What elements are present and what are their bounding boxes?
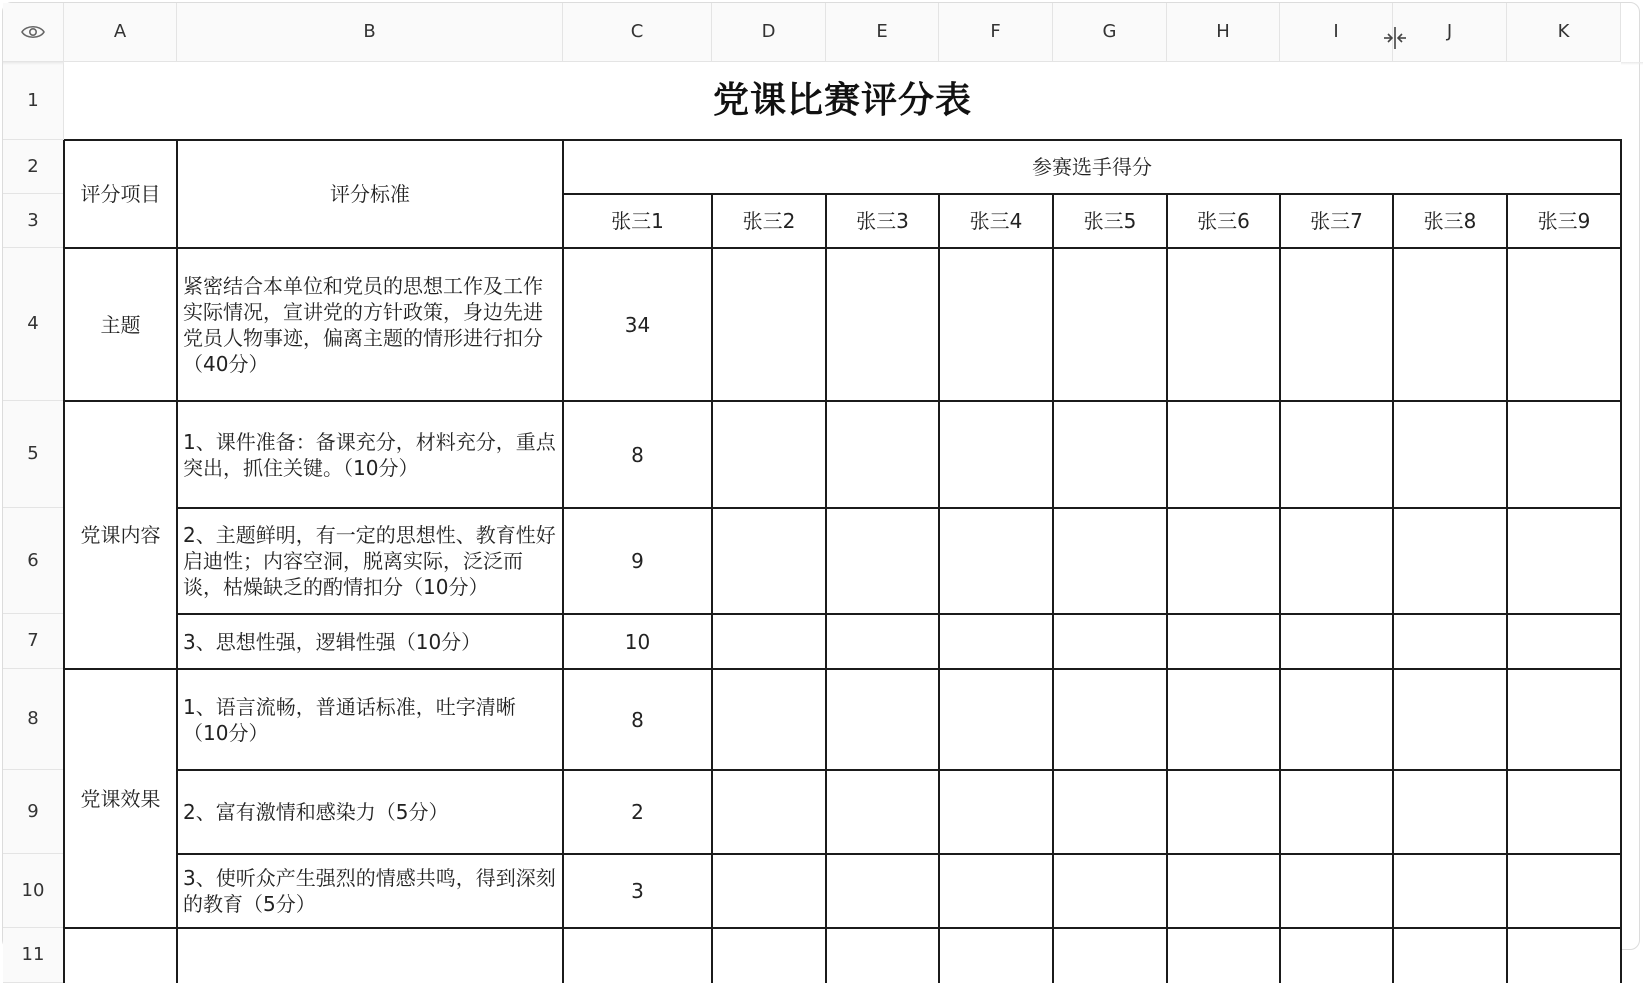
table-border: [1506, 194, 1508, 983]
score-cell-empty[interactable]: [939, 770, 1053, 854]
table-border: [562, 140, 564, 983]
header-score-group[interactable]: 参赛选手得分: [563, 140, 1621, 194]
score-cell-empty[interactable]: [1393, 401, 1507, 508]
score-cell[interactable]: 9: [563, 508, 712, 614]
criteria-text[interactable]: 3、使听众产生强烈的情感共鸣，得到深刻的教育（5分）: [177, 854, 563, 928]
score-cell-empty[interactable]: [939, 669, 1053, 770]
score-cell-empty[interactable]: [712, 614, 826, 669]
column-header-c[interactable]: C: [563, 3, 712, 62]
row-11-cell[interactable]: [563, 928, 712, 983]
table-border: [64, 668, 1622, 670]
row-header-5[interactable]: 5: [3, 401, 64, 508]
score-cell-empty[interactable]: [1393, 508, 1507, 614]
table-border: [64, 927, 1622, 929]
spreadsheet-frame: [2, 2, 1640, 965]
score-cell-empty[interactable]: [826, 508, 939, 614]
score-cell-empty[interactable]: [1167, 508, 1280, 614]
row-header-2[interactable]: 2: [3, 140, 64, 194]
row-11-cell[interactable]: [712, 928, 826, 983]
eye-icon[interactable]: [20, 23, 46, 41]
header-contestant[interactable]: 张三2: [712, 194, 826, 248]
score-cell-empty[interactable]: [1280, 248, 1393, 401]
section-name[interactable]: 党课效果: [64, 669, 177, 928]
score-cell-empty[interactable]: [1393, 669, 1507, 770]
row-11-cell[interactable]: [939, 928, 1053, 983]
score-cell-empty[interactable]: [939, 401, 1053, 508]
score-cell-empty[interactable]: [1393, 770, 1507, 854]
column-header-h[interactable]: H: [1167, 3, 1280, 62]
section-name[interactable]: 主题: [64, 248, 177, 401]
column-header-k[interactable]: K: [1507, 3, 1621, 62]
row-11-cell[interactable]: [177, 928, 563, 983]
score-cell-empty[interactable]: [1053, 770, 1167, 854]
header-contestant[interactable]: 张三3: [826, 194, 939, 248]
row-header-1[interactable]: 1: [3, 62, 64, 140]
score-cell-empty[interactable]: [826, 401, 939, 508]
score-cell-empty[interactable]: [1507, 401, 1621, 508]
table-border: [176, 140, 178, 983]
score-cell-empty[interactable]: [1507, 669, 1621, 770]
score-cell[interactable]: 2: [563, 770, 712, 854]
row-header-6[interactable]: 6: [3, 508, 64, 614]
row-header-7[interactable]: 7: [3, 614, 64, 669]
sheet-corner[interactable]: [3, 3, 64, 62]
table-border: [177, 613, 1622, 615]
score-cell-empty[interactable]: [1053, 401, 1167, 508]
table-border: [825, 194, 827, 983]
score-cell-empty[interactable]: [939, 508, 1053, 614]
header-contestant[interactable]: 张三8: [1393, 194, 1507, 248]
table-border: [64, 400, 1622, 402]
criteria-text[interactable]: 1、课件准备：备课充分，材料充分，重点突出，抓住关键。（10分）: [177, 401, 563, 508]
score-cell-empty[interactable]: [939, 614, 1053, 669]
score-cell-empty[interactable]: [1393, 614, 1507, 669]
column-header-g[interactable]: G: [1053, 3, 1167, 62]
column-header-a[interactable]: A: [64, 3, 177, 62]
table-border: [64, 247, 1622, 249]
score-cell-empty[interactable]: [712, 508, 826, 614]
table-border: [711, 194, 713, 983]
sheet-title[interactable]: 党课比赛评分表: [64, 62, 1621, 140]
column-resize-cursor-icon: [1381, 25, 1409, 51]
row-header-10[interactable]: 10: [3, 854, 64, 928]
score-cell[interactable]: 8: [563, 401, 712, 508]
score-cell-empty[interactable]: [1280, 669, 1393, 770]
score-cell-empty[interactable]: [1053, 614, 1167, 669]
score-cell-empty[interactable]: [1167, 401, 1280, 508]
score-cell-empty[interactable]: [712, 401, 826, 508]
score-cell-empty[interactable]: [1053, 508, 1167, 614]
row-11-cell[interactable]: [64, 928, 177, 983]
row-11-cell[interactable]: [1280, 928, 1393, 983]
row-header-11[interactable]: 11: [3, 928, 64, 983]
score-cell-empty[interactable]: [826, 614, 939, 669]
row-header-9[interactable]: 9: [3, 770, 64, 854]
score-cell-empty[interactable]: [712, 248, 826, 401]
score-cell-empty[interactable]: [1053, 248, 1167, 401]
row-11-cell[interactable]: [826, 928, 939, 983]
score-cell-empty[interactable]: [939, 248, 1053, 401]
score-cell-empty[interactable]: [826, 770, 939, 854]
score-cell-empty[interactable]: [826, 669, 939, 770]
header-item[interactable]: 评分项目: [64, 140, 177, 248]
criteria-text[interactable]: 1、语言流畅，普通话标准，吐字清晰（10分）: [177, 669, 563, 770]
row-header-3[interactable]: 3: [3, 194, 64, 248]
row-11-cell[interactable]: [1393, 928, 1507, 983]
criteria-text[interactable]: 2、富有激情和感染力（5分）: [177, 770, 563, 854]
score-cell-empty[interactable]: [712, 669, 826, 770]
score-cell[interactable]: 3: [563, 854, 712, 928]
table-border: [63, 140, 65, 983]
row-header-4[interactable]: 4: [3, 248, 64, 401]
score-cell-empty[interactable]: [1167, 248, 1280, 401]
header-contestant[interactable]: 张三7: [1280, 194, 1393, 248]
criteria-text[interactable]: 2、主题鲜明，有一定的思想性、教育性好启迪性；内容空洞，脱离实际，泛泛而谈，枯燥缺乏的酌情扣分（10分）: [177, 508, 563, 614]
table-border: [1052, 194, 1054, 983]
row-11-cell[interactable]: [1053, 928, 1167, 983]
score-cell-empty[interactable]: [1507, 854, 1621, 928]
score-cell-empty[interactable]: [1280, 401, 1393, 508]
table-border: [1166, 194, 1168, 983]
score-cell-empty[interactable]: [939, 854, 1053, 928]
table-border: [1279, 194, 1281, 983]
score-cell-empty[interactable]: [1167, 770, 1280, 854]
header-contestant[interactable]: 张三9: [1507, 194, 1621, 248]
score-cell-empty[interactable]: [1280, 614, 1393, 669]
table-border: [938, 194, 940, 983]
header-criteria[interactable]: 评分标准: [177, 140, 563, 248]
score-cell-empty[interactable]: [1507, 770, 1621, 854]
section-name[interactable]: 党课内容: [64, 401, 177, 669]
score-cell-empty[interactable]: [1507, 614, 1621, 669]
score-cell-empty[interactable]: [1167, 854, 1280, 928]
score-cell-empty[interactable]: [1053, 669, 1167, 770]
table-border: [177, 769, 1622, 771]
score-cell-empty[interactable]: [1167, 614, 1280, 669]
table-border: [563, 193, 1622, 195]
score-cell-empty[interactable]: [826, 854, 939, 928]
score-cell-empty[interactable]: [712, 854, 826, 928]
score-cell[interactable]: 10: [563, 614, 712, 669]
header-contestant[interactable]: 张三6: [1167, 194, 1280, 248]
score-cell[interactable]: 34: [563, 248, 712, 401]
header-contestant[interactable]: 张三4: [939, 194, 1053, 248]
column-header-d[interactable]: D: [712, 3, 826, 62]
score-cell-empty[interactable]: [1393, 248, 1507, 401]
score-cell[interactable]: 8: [563, 669, 712, 770]
column-header-b[interactable]: B: [177, 3, 563, 62]
score-cell-empty[interactable]: [1507, 248, 1621, 401]
row-11-cell[interactable]: [1507, 928, 1621, 983]
criteria-text[interactable]: 3、思想性强，逻辑性强（10分）: [177, 614, 563, 669]
table-border: [177, 507, 1622, 509]
score-cell-empty[interactable]: [1280, 854, 1393, 928]
table-border: [64, 139, 1622, 141]
table-border: [1392, 194, 1394, 983]
header-contestant[interactable]: 张三1: [563, 194, 712, 248]
score-cell-empty[interactable]: [1280, 770, 1393, 854]
score-cell-empty[interactable]: [1280, 508, 1393, 614]
score-cell-empty[interactable]: [1393, 854, 1507, 928]
column-header-e[interactable]: E: [826, 3, 939, 62]
row-header-8[interactable]: 8: [3, 669, 64, 770]
score-cell-empty[interactable]: [1053, 854, 1167, 928]
table-border: [177, 853, 1622, 855]
table-border: [1620, 140, 1622, 983]
score-cell-empty[interactable]: [826, 248, 939, 401]
column-header-j[interactable]: J: [1393, 3, 1507, 62]
score-cell-empty[interactable]: [1507, 508, 1621, 614]
criteria-text[interactable]: 紧密结合本单位和党员的思想工作及工作实际情况，宣讲党的方针政策，身边先进党员人物事迹，偏离主题的情形进行扣分（40分）: [177, 248, 563, 401]
header-contestant[interactable]: 张三5: [1053, 194, 1167, 248]
row-11-cell[interactable]: [1167, 928, 1280, 983]
column-header-i[interactable]: I: [1280, 3, 1393, 62]
column-header-f[interactable]: F: [939, 3, 1053, 62]
score-cell-empty[interactable]: [712, 770, 826, 854]
score-cell-empty[interactable]: [1167, 669, 1280, 770]
